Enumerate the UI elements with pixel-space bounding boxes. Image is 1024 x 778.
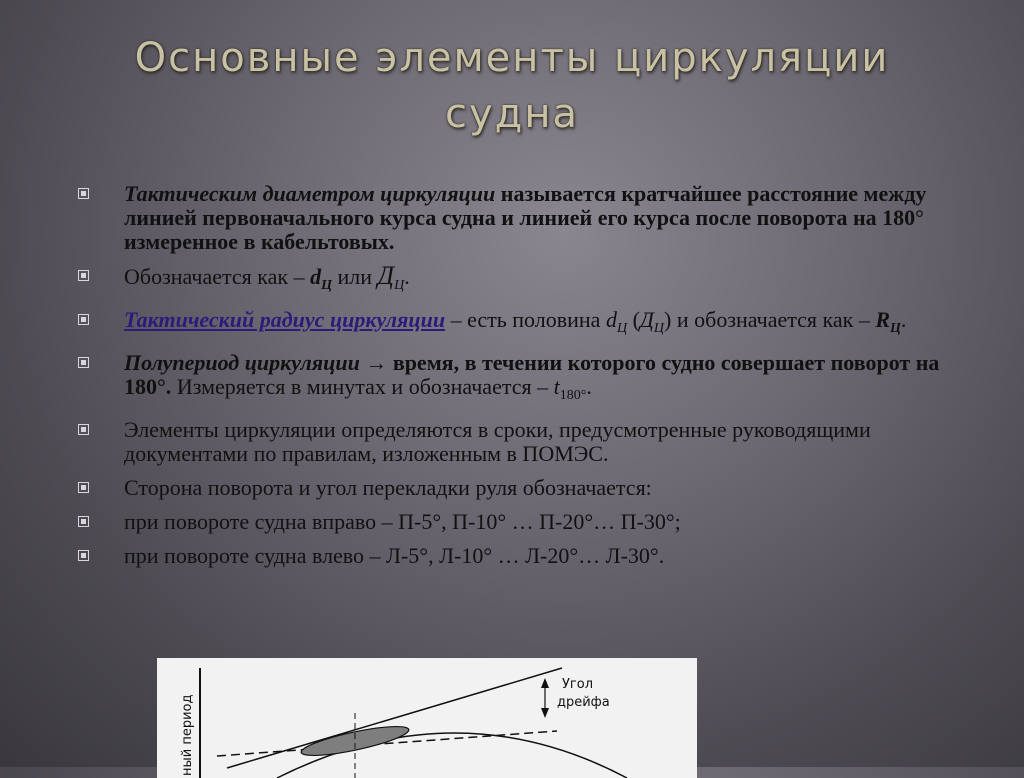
subscript: Ц [321,278,332,293]
text: . [586,374,592,399]
text: Обозначается как – [124,264,311,289]
list-item-half-period [78,351,978,408]
symbol-d: d [605,307,617,332]
square-bullet-icon [78,482,89,493]
title-line-1: Основные элементы циркуляции [134,35,890,81]
square-bullet-icon [78,550,89,561]
text: ) и обозначается как – [664,307,876,332]
square-bullet-icon [78,270,89,281]
arrow-head-icon [541,678,549,688]
square-bullet-icon [78,516,89,527]
arrow-head-icon [541,708,549,718]
subscript: Ц [394,278,405,293]
square-bullet-icon [78,357,89,368]
list-item-left-turn [78,544,978,568]
axis-label: ный период [180,694,195,776]
list-item-tactical-diameter [78,182,978,254]
slide-title [0,30,1024,142]
subscript: Ц [890,321,901,336]
heading-line [227,668,562,768]
symbol-D: Д [377,261,395,290]
subscript: Ц [653,321,665,336]
symbol-t: t [553,374,560,399]
text: Элементы циркуляции определяются в сроки, предусмотренные руководящими документами по правилам, изложенным в ПОМЭС. [124,417,871,466]
text: Сторона поворота и угол перекладки руля обозначается: [124,475,652,500]
drift-angle-label-2: дрейфа [557,695,610,710]
term: Полупериод циркуляции [124,350,360,375]
drift-angle-label-1: Угол [562,677,594,692]
square-bullet-icon [78,314,89,325]
text: – есть половина [445,307,606,332]
definition: → время, в течении которого судно совершает поворот на 180°. [124,350,940,399]
list-item-right-turn [78,510,978,534]
title-line-2: судна [445,91,579,137]
text: . [900,307,907,332]
square-bullet-icon [78,424,89,435]
text: при повороте судна вправо – П-5°, П-10° … П-20°… П-30°; [124,509,681,534]
circulation-diagram [157,658,697,778]
text: . [404,264,410,289]
definition: называется кратчайшее расстояние между линией первоначального курса судна и линией его курса после поворота на 180° измеренное в кабельтовых. [124,181,927,254]
bullet-list [78,182,978,578]
subscript: 180° [559,388,587,403]
symbol-d: d [310,264,322,289]
list-item-side [78,476,978,500]
tactical-radius-link[interactable]: Тактический радиус циркуляции [124,307,446,332]
text: ( [627,307,640,332]
text: Измеряется в минутах и обозначается – [171,374,554,399]
text: или [332,264,378,289]
list-item-notation [78,261,978,298]
text: при повороте судна влево – Л-5°, Л-10° … Л-20°… Л-30°. [124,543,665,568]
diagram-svg [157,658,697,778]
symbol-D: Д [639,307,654,332]
symbol-R: R [875,307,891,332]
term: Тактическим диаметром циркуляции [124,181,496,206]
list-item-elements [78,418,978,466]
subscript: Ц [616,321,628,336]
list-item-tactical-radius [78,308,978,341]
square-bullet-icon [78,188,89,199]
